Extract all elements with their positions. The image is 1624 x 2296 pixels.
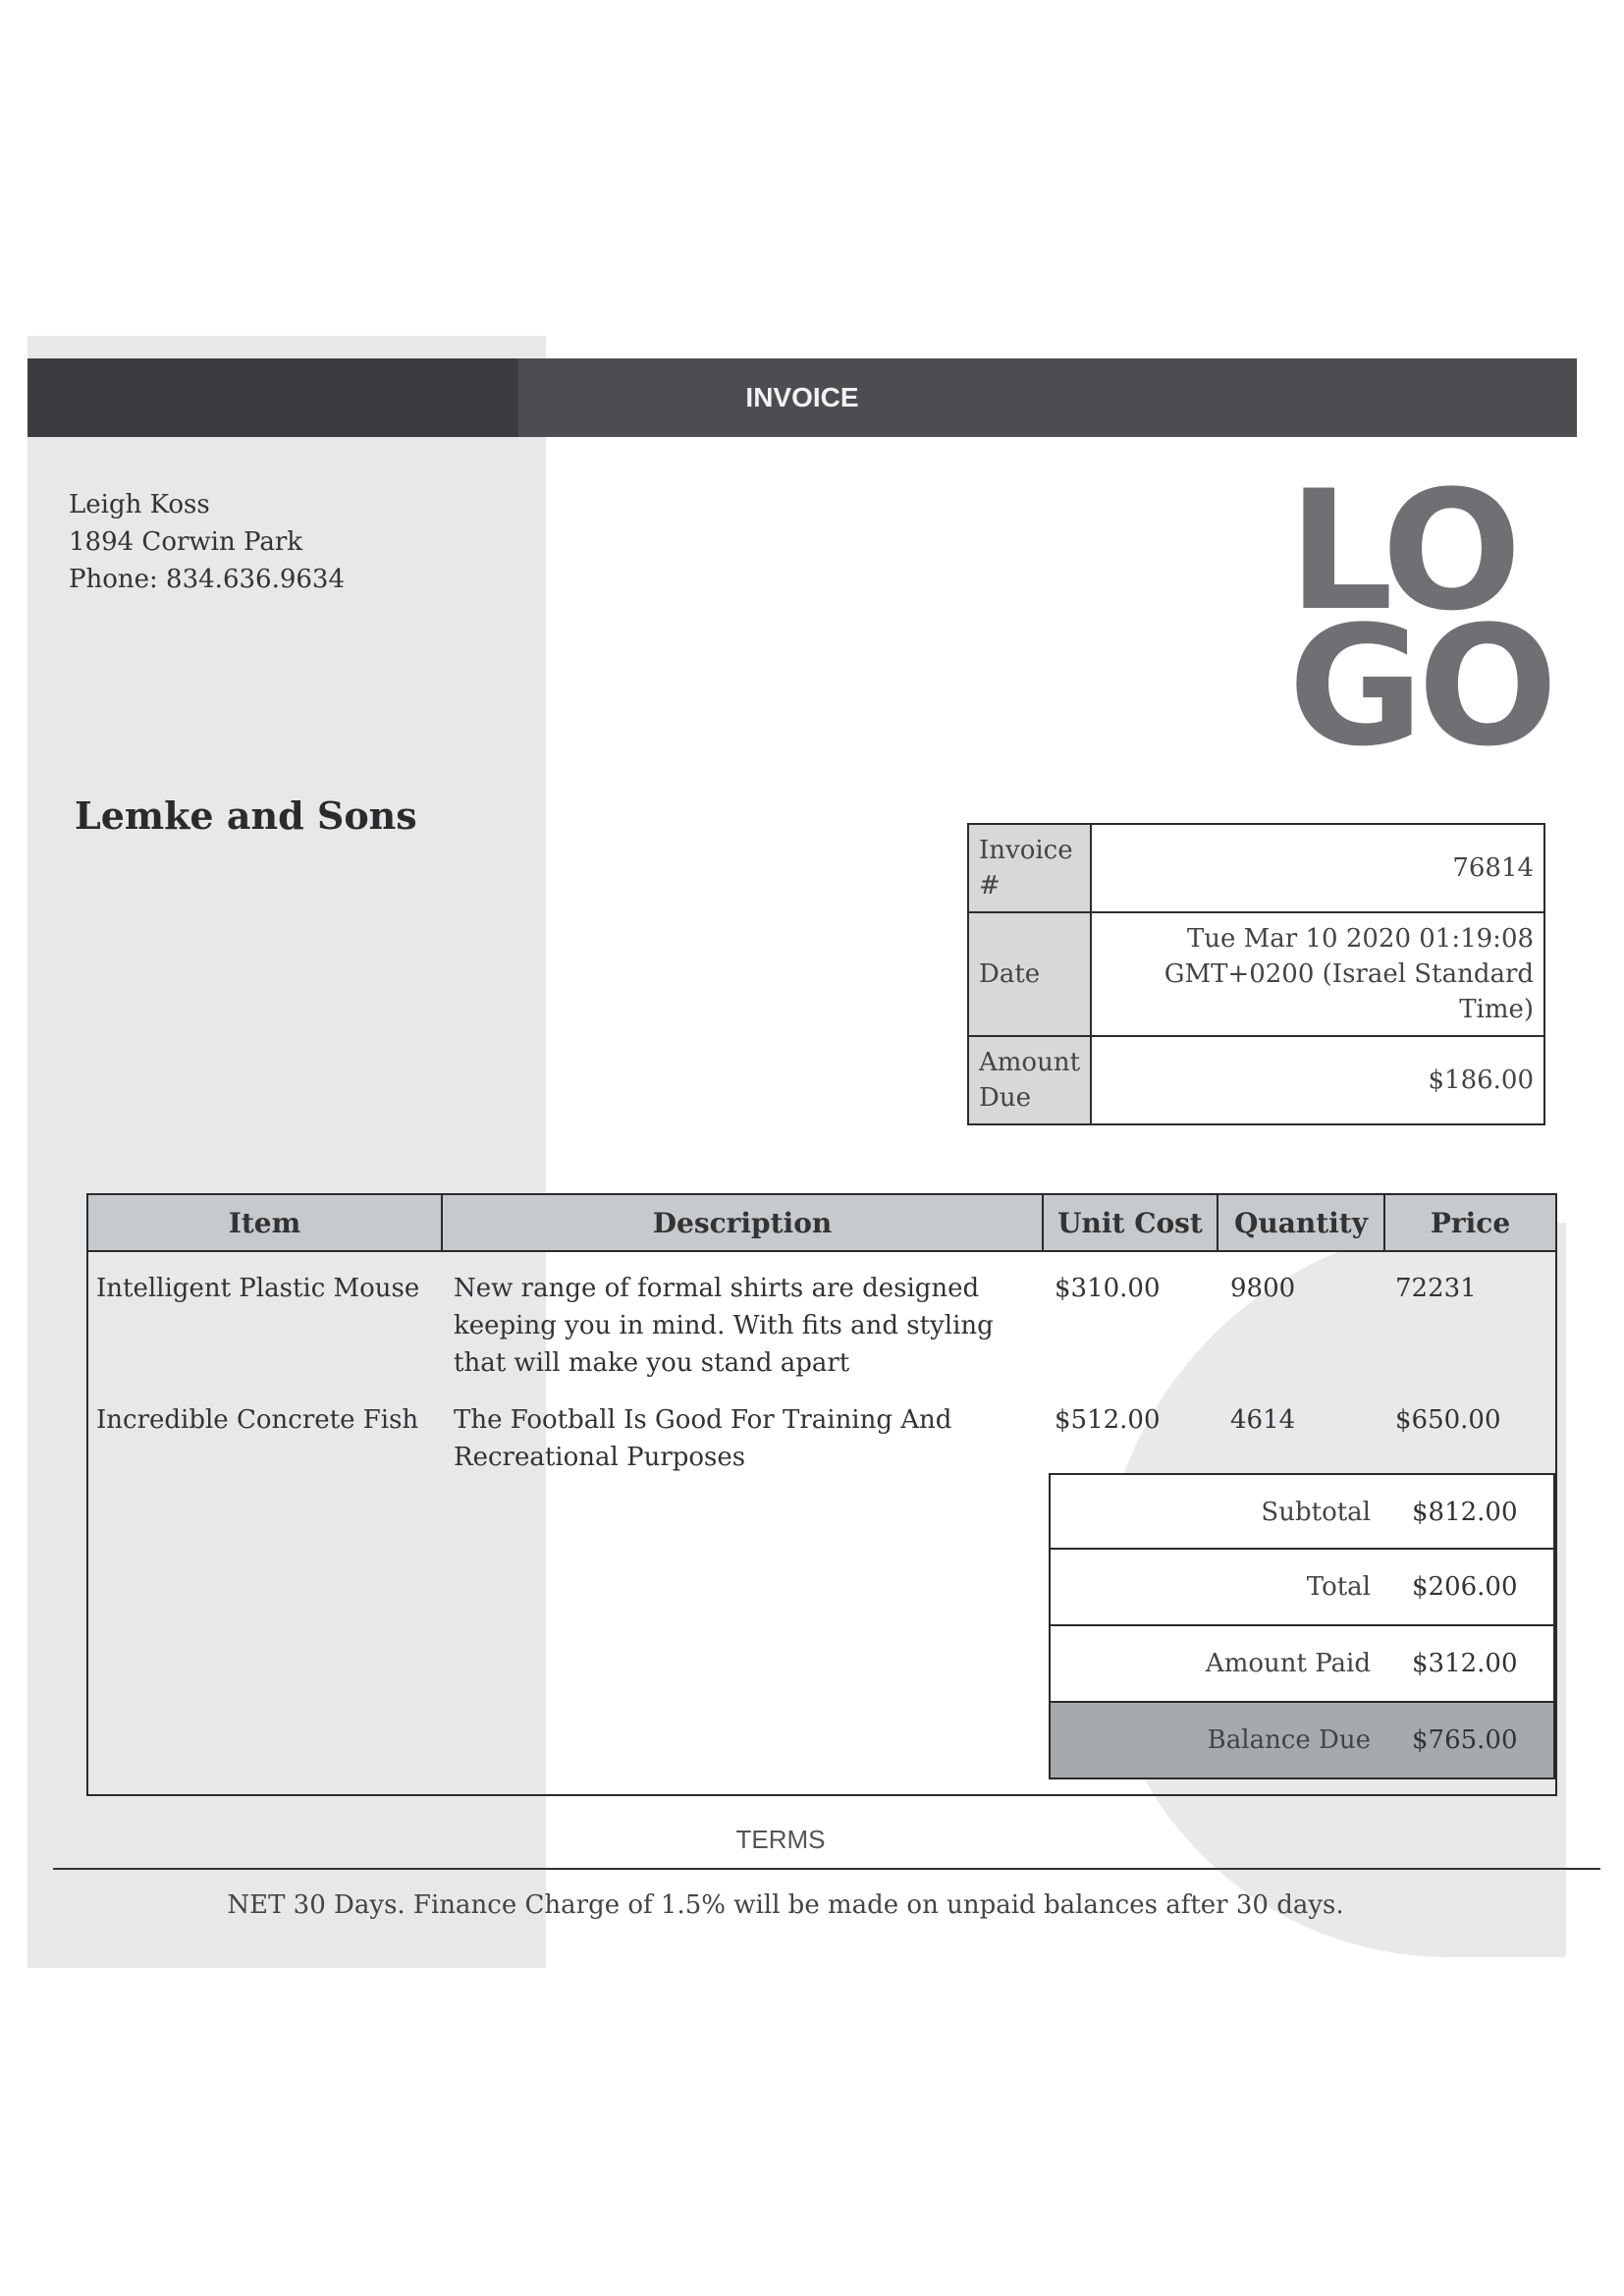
meta-label: Invoice # (968, 824, 1091, 912)
row-2-item: Incredible Concrete Fish (96, 1405, 419, 1435)
row-2-unit-cost: $512.00 (1055, 1405, 1161, 1435)
sender-name: Leigh Koss (69, 490, 210, 519)
sender-block (69, 486, 345, 598)
sender-address: 1894 Corwin Park (69, 527, 302, 557)
meta-value: $186.00 (1091, 1036, 1544, 1124)
row-2-price: $650.00 (1395, 1405, 1501, 1435)
logo-line-2: GO (1288, 590, 1552, 783)
meta-label: Amount Due (968, 1036, 1091, 1124)
terms-heading: TERMS (735, 1825, 826, 1854)
row-2-description: The Football Is Good For Training And Recreational Purposes (454, 1405, 952, 1472)
client-name: Lemke and Sons (75, 793, 417, 838)
row-1-description: New range of formal shirts are designed keeping you in mind. With fits and styling that will make you stand apart (454, 1274, 994, 1378)
invoice-title: INVOICE (745, 382, 859, 412)
row-1-unit-cost: $310.00 (1055, 1274, 1161, 1303)
row-1-price: 72231 (1395, 1274, 1477, 1303)
logo-line-1: LO (1288, 455, 1516, 647)
company-logo (1288, 455, 1573, 783)
meta-value: Tue Mar 10 2020 01:19:08 GMT+0200 (Israel Standard Time) (1091, 912, 1544, 1036)
subtotal-label: Subtotal (1261, 1498, 1371, 1527)
sender-phone: Phone: 834.636.9634 (69, 565, 345, 594)
meta-row-date (968, 912, 1544, 1036)
balance-due-value: $765.00 (1412, 1725, 1518, 1755)
meta-label: Date (968, 912, 1091, 1036)
total-value: $206.00 (1412, 1572, 1518, 1602)
meta-row-invoice-number (968, 824, 1544, 912)
column-header-price: Price (1385, 1195, 1555, 1252)
total-label: Total (1306, 1572, 1371, 1602)
balance-due-row (1049, 1703, 1555, 1779)
row-1-item: Intelligent Plastic Mouse (96, 1274, 420, 1303)
meta-row-amount-due (968, 1036, 1544, 1124)
row-2-quantity: 4614 (1230, 1405, 1296, 1435)
row-1-quantity: 9800 (1230, 1274, 1296, 1303)
amount-paid-value: $312.00 (1412, 1649, 1518, 1678)
totals-block (1049, 1473, 1555, 1779)
invoice-meta-table (967, 823, 1545, 1125)
terms-text: NET 30 Days. Finance Charge of 1.5% will be made on unpaid balances after 30 days. (227, 1890, 1344, 1920)
column-header-item: Item (88, 1195, 443, 1252)
meta-value: 76814 (1091, 824, 1544, 912)
invoice-header-bar (27, 358, 1577, 437)
column-header-quantity: Quantity (1218, 1195, 1385, 1252)
subtotal-row (1049, 1473, 1555, 1550)
amount-paid-row (1049, 1626, 1555, 1703)
balance-due-label: Balance Due (1207, 1725, 1371, 1755)
column-header-description: Description (443, 1195, 1044, 1252)
total-row (1049, 1550, 1555, 1626)
amount-paid-label: Amount Paid (1205, 1649, 1371, 1678)
subtotal-value: $812.00 (1412, 1498, 1518, 1527)
column-header-unit-cost: Unit Cost (1044, 1195, 1218, 1252)
terms-divider (53, 1868, 1600, 1870)
